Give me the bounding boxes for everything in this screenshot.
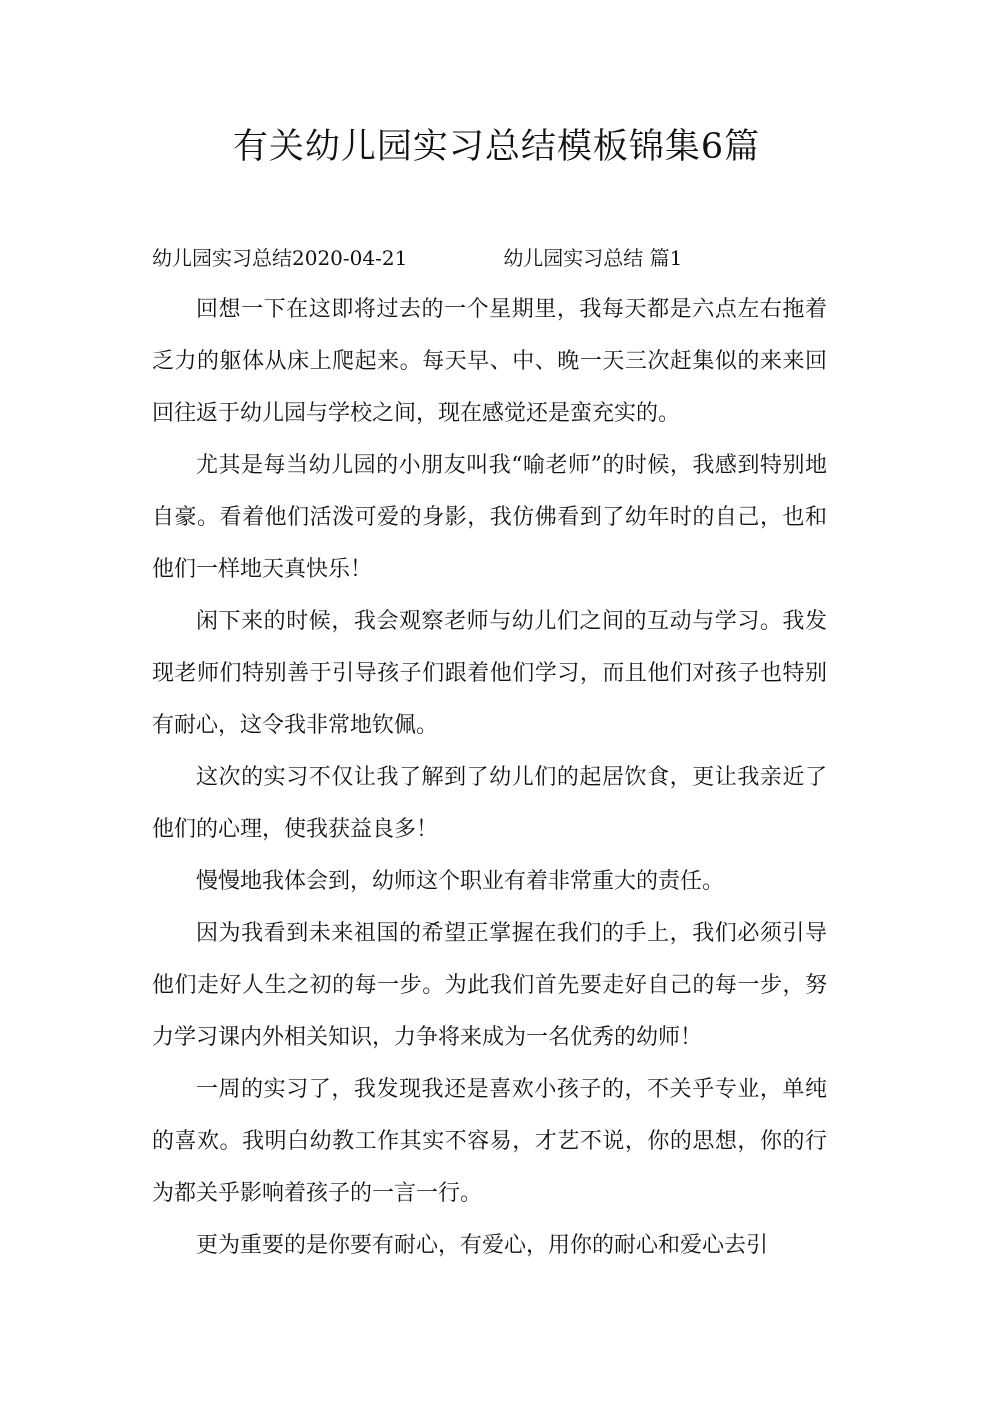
paragraph-7: 一周的实习了，我发现我还是喜欢小孩子的，不关乎专业，单纯的喜欢。我明白幼教工作其实不容易，才艺不说，你的思想，你的行为都关乎影响着孩子的一言一行。 (152, 1077, 827, 1206)
meta-category-date: 幼儿园实习总结2020-04-21 (152, 246, 408, 270)
paragraph-8: 更为重要的是你要有耐心，有爱心，用你的耐心和爱心去引 (196, 1233, 769, 1258)
paragraph-4: 这次的实习不仅让我了解到了幼儿们的起居饮食，更让我亲近了他们的心理，使我获益良多！ (152, 765, 827, 842)
meta-article-heading: 幼儿园实习总结 篇1 (503, 246, 683, 270)
paragraph-3: 闲下来的时候，我会观察老师与幼儿们之间的互动与学习。我发现老师们特别善于引导孩子们跟着他们学习，而且他们对孩子也特别有耐心，这令我非常地钦佩。 (152, 609, 827, 738)
paragraph-2: 尤其是每当幼儿园的小朋友叫我“喻老师”的时候，我感到特别地自豪。看着他们活泼可爱的身影，我仿佛看到了幼年时的自己，也和他们一样地天真快乐！ (152, 453, 827, 582)
paragraph-6: 因为我看到未来祖国的希望正掌握在我们的手上，我们必须引导他们走好人生之初的每一步。为此我们首先要走好自己的每一步，努力学习课内外相关知识，力争将来成为一名优秀的幼师！ (152, 921, 827, 1050)
paragraph-5: 慢慢地我体会到，幼师这个职业有着非常重大的责任。 (196, 869, 725, 894)
document-meta-line (152, 232, 827, 284)
document-title: 有关幼儿园实习总结模板锦集6篇 (232, 127, 761, 167)
document-body (152, 232, 827, 1272)
paragraph-1: 回想一下在这即将过去的一个星期里，我每天都是六点左右拖着乏力的躯体从床上爬起来。每天早、中、晚一天三次赶集似的来来回回往返于幼儿园与学校之间，现在感觉还是蛮充实的。 (152, 297, 827, 426)
